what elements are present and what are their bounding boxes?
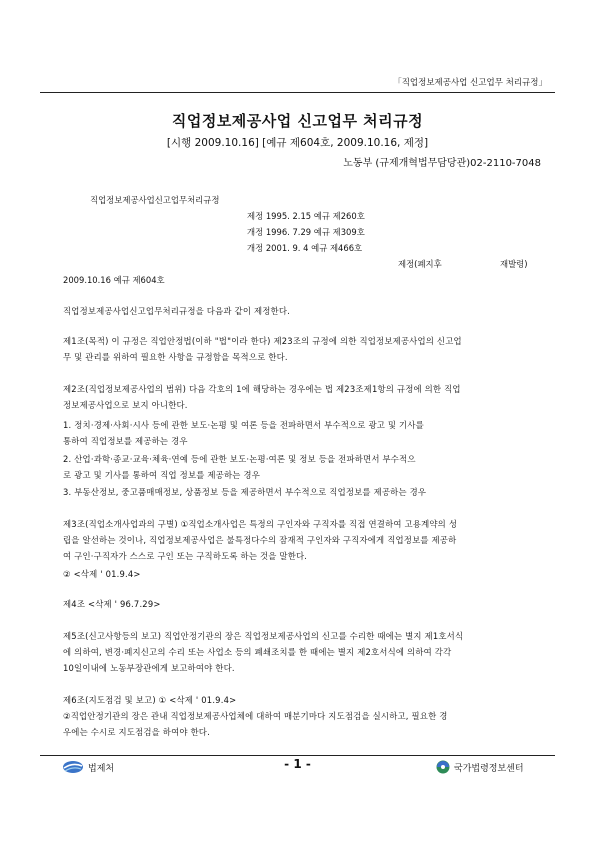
article-6-line-3: 우에는 수시로 지도점검을 하여야 한다. <box>63 727 210 737</box>
article-5-line-2: 에 의하여, 변경·폐지신고의 수리 또는 사업소 등의 폐쇄조치를 한 때에는 별지 제2호서식에 의하여 각각 <box>63 647 452 657</box>
page-number: - 1 - <box>284 757 311 771</box>
article-3-line-2: 립을 알선하는 것이나, 직업정보제공사업은 불특정다수의 잠재적 구인자와 구직자에게 직업정보를 제공하 <box>63 535 457 545</box>
history-line-2: 개정 1996. 7.29 예규 제309호 <box>247 227 365 237</box>
article-2-item-2-line-1: 2. 산업·과학·종교·교육·체육·연예 등에 관한 보도·논평·여론 및 정보 등을 전파하면서 부수적으 <box>63 454 416 464</box>
article-1-line-1: 제1조(목적) 이 규정은 직업안정법(이하 "법"이라 한다) 제23조의 규정에 의한 직업정보제공사업의 신고업 <box>63 336 462 346</box>
article-5-line-3: 10일이내에 노동부장관에게 보고하여야 한다. <box>63 663 235 673</box>
article-2-item-2-line-2: 로 광고 및 기사를 통하여 직업 정보를 제공하는 경우 <box>63 470 260 480</box>
law-center-logo-icon <box>436 760 450 774</box>
current-version: 2009.10.16 예규 제604호 <box>63 275 165 285</box>
running-title: 「직업정보제공사업 신고업무 처리규정」 <box>393 78 547 88</box>
history-line-1: 제정 1995. 2.15 예규 제260호 <box>247 211 365 221</box>
footer-left-label: 법제처 <box>88 764 115 774</box>
footer-right-label: 국가법령정보센터 <box>454 764 524 774</box>
intro-text: 직업정보제공사업신고업무처리규정을 다음과 같이 제정한다. <box>63 306 290 316</box>
enforcement-info: [시행 2009.10.16] [예규 제604호, 2009.10.16, 제정] <box>166 137 429 149</box>
status-left: 제정(폐지후 <box>398 259 442 269</box>
article-2-item-1-line-1: 1. 정치·경제·사회·시사 등에 관한 보도·논평 및 여론 등을 전파하면서 부수적으로 광고 및 기사를 <box>63 420 424 430</box>
article-6-line-1: 제6조(지도점검 및 보고) ① <삭제 ' 01.9.4> <box>63 695 237 705</box>
document-title: 직업정보제공사업 신고업무 처리규정 <box>171 112 424 130</box>
article-6-line-2: ②직업안정기관의 장은 관내 직업정보제공사업체에 대하여 매분기마다 지도점검을 실시하고, 필요한 경 <box>63 711 448 721</box>
footer-rule <box>40 755 555 756</box>
article-2-line-2: 정보제공사업으로 보지 아니한다. <box>63 400 188 410</box>
article-2-line-1: 제2조(직업정보제공사업의 범위) 다음 각호의 1에 해당하는 경우에는 법 제23조제1항의 규정에 의한 직업 <box>63 384 461 394</box>
article-5-line-1: 제5조(신고사항등의 보고) 직업안정기관의 장은 직업정보제공사업의 신고를 수리한 때에는 별지 제1호서식 <box>63 631 464 641</box>
department-contact: 노동부 (규제개혁법무담당관)02-2110-7048 <box>343 158 541 169</box>
article-1-line-2: 무 및 관리를 위하여 필요한 사항을 규정함을 목적으로 한다. <box>63 352 288 362</box>
article-4: 제4조 <삭제 ' 96.7.29> <box>63 599 161 609</box>
article-3-line-4: ② <삭제 ' 01.9.4> <box>63 569 141 579</box>
article-2-item-3: 3. 부동산정보, 중고품매매정보, 상품정보 등을 제공하면서 부수적으로 직업정보를 제공하는 경우 <box>63 487 427 497</box>
article-3-line-1: 제3조(직업소개사업과의 구별) ①직업소개사업은 특정의 구인자와 구직자를 직접 연결하여 고용계약의 성 <box>63 519 458 529</box>
status-right: 재발령) <box>500 259 528 269</box>
article-2-item-1-line-2: 통하여 직업정보를 제공하는 경우 <box>63 436 188 446</box>
header-rule <box>40 92 555 93</box>
history-line-3: 개정 2001. 9. 4 예규 제466호 <box>247 243 363 253</box>
regulation-name: 직업정보제공사업신고업무처리규정 <box>90 195 220 205</box>
article-3-line-3: 여 구인·구직자가 스스로 구인 또는 구직하도록 하는 것을 말한다. <box>63 551 308 561</box>
